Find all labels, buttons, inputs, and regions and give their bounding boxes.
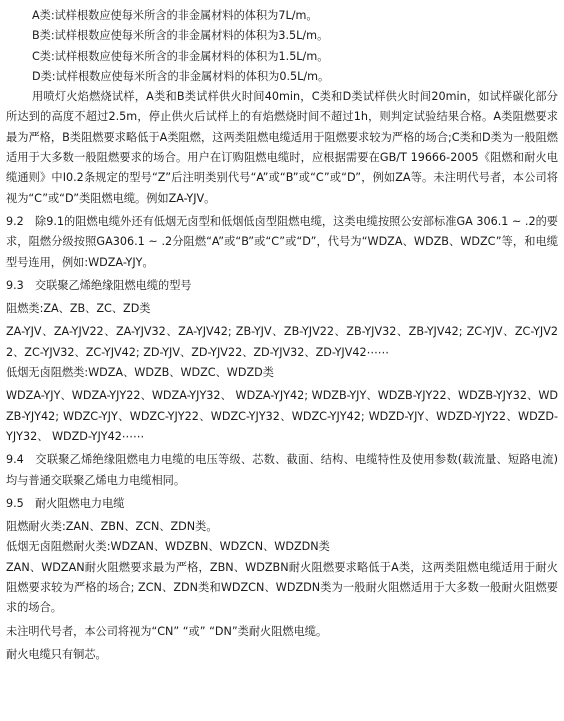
- section-9-4-paragraph: 9.4 交联聚乙烯绝缘阻燃电力电缆的电压等级、芯数、截面、结构、电缆特性及使用参数(载流量、短路电流)均与普通交联聚乙烯电力电缆相同。: [6, 453, 558, 487]
- section-9-3-heading: 9.3 交联聚乙烯绝缘阻燃电缆的型号: [6, 278, 192, 292]
- low-smoke-model-list: WDZA-YJY、WDZA-YJY22、WDZA-YJY32、 WDZA-YJY42; WDZB-YJY、WDZB-YJY22、WDZB-YJY32、WDZB-YJY42; WDZC-YJY、WDZC-YJY22、WDZC-YJY32、WDZC-YJY42; WDZD-YJY、WDZD-YJY22、WDZD-YJY32、 WDZD-YJY42⋯⋯: [6, 389, 558, 443]
- low-smoke-class-heading: 低烟无卤阻燃类:WDZA、WDZB、WDZC、WDZD类: [6, 366, 274, 380]
- flame-retardant-class-heading: 阻燃类:ZA、ZB、ZC、ZD类: [6, 302, 151, 316]
- low-smoke-fire-resistant-class-heading: 低烟无卤阻燃耐火类:WDZAN、WDZBN、WDZCN、WDZDN类: [6, 540, 330, 554]
- copper-core-note: 耐火电缆只有铜芯。: [6, 647, 107, 661]
- test-procedure-paragraph: 用喷灯火焰燃烧试样，A类和B类试样供火时间40min，C类和D类试样供火时间20min，如试样碳化部分所达到的高度不超过2.5m，停止供火后试样上的有焰燃烧时间不超过1h，则判定试验结果合格。A类阻燃要求最为严格，B类阻燃要求略低于A类阻燃，这两类阻燃电缆适用于阻燃要求较为严格的场合;C类和D类为一般阻燃适用于大多数一般阻燃要求的场合。用户在订购阻燃电缆时，应根据需要在GB/T 19666-2005《阻燃和耐火电缆通则》中I0.2条规定的型号“Z”后注明类别代号“A”或“B”或“C”或“D”，例如ZA等。未注明代号者，本公司将视为“C”或“D”类阻燃电缆。例如ZA-YJV。: [6, 90, 558, 205]
- flame-retardant-model-list: ZA-YJV、ZA-YJV22、ZA-YJV32、ZA-YJV42; ZB-YJV、ZB-YJV22、ZB-YJV32、ZB-YJV42; ZC-YJV、ZC-YJV22、ZC-YJV32、ZC-YJV42; ZD-YJV、ZD-YJV22、ZD-YJV32、ZD-YJV42⋯⋯: [6, 325, 558, 359]
- fire-resistant-class-heading: 阻燃耐火类:ZAN、ZBN、ZCN、ZDN类。: [6, 520, 218, 534]
- spec-line-d: D类:试样根数应使每米所含的非金属材料的体积为0.5L/m。: [32, 69, 330, 83]
- fire-resistant-requirements-paragraph: ZAN、WDZAN耐火阻燃要求最为严格，ZBN、WDZBN耐火阻燃要求略低于A类，这两类阻燃电缆适用于耐火阻燃要求较为严格的场合; ZCN、ZDN类和WDZCN、WDZDN类为一般耐火阻燃适用于大多数一般耐火阻燃要求的场合。: [6, 560, 558, 615]
- spec-line-c: C类:试样根数应使每米所含的非金属材料的体积为1.5L/m。: [32, 49, 329, 63]
- section-9-5-heading: 9.5 耐火阻燃电力电缆: [6, 496, 125, 510]
- spec-line-b: B类:试样根数应使每米所含的非金属材料的体积为3.5L/m。: [32, 29, 329, 43]
- section-9-2-paragraph: 9.2 除9.1的阻燃电缆外还有低烟无卤型和低烟低卤型阻燃电缆，这类电缆按照公安部标准GA 306.1 ~ .2的要求，阻燃分级按照GA306.1 ~ .2分阻燃“A”或“B”或“C”或“D”，代号为“WDZA、WDZB、WDZC”等，和电缆型号连用，例如:WDZA-YJY。: [6, 214, 558, 269]
- spec-line-a: A类:试样根数应使每米所含的非金属材料的体积为7L/m。: [32, 9, 318, 22]
- unmarked-code-note: 未注明代号者，本公司将视为“CN” “或” “DN”类耐火阻燃电缆。: [6, 624, 328, 638]
